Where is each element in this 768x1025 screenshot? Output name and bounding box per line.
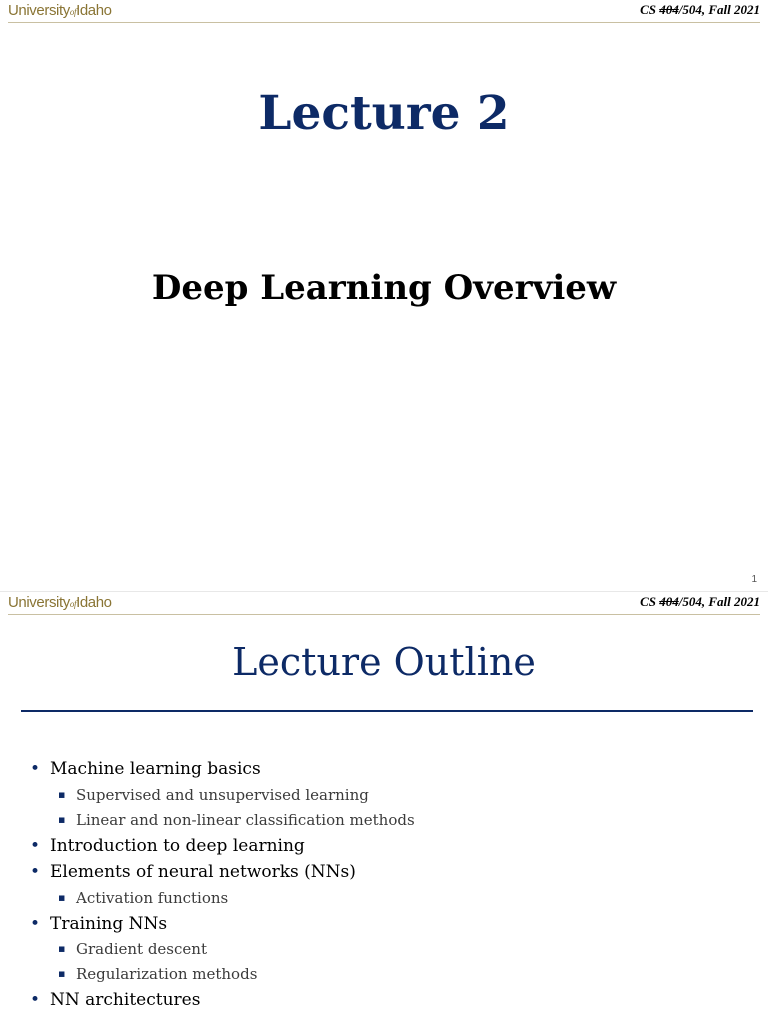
outline-subitem: [30, 938, 415, 963]
slide-header: [0, 592, 768, 618]
university-logo: UniversityofIdaho: [8, 2, 112, 19]
outline-item: [30, 834, 415, 861]
header-rule: [8, 614, 760, 615]
bullet-dot-icon: •: [30, 835, 41, 856]
course-label: CS 404/504, Fall 2021: [640, 2, 760, 17]
outline-text: Activation functions: [76, 888, 229, 907]
outline-text: Machine learning basics: [50, 759, 261, 779]
bullet-dot-icon: •: [30, 990, 41, 1010]
outline-subitem: [30, 963, 415, 988]
slide-subtitle: Deep Learning Overview: [151, 268, 617, 308]
bullet-square-icon: ▪: [58, 787, 66, 801]
outline-text: Elements of neural networks (NNs): [50, 862, 356, 882]
outline-text: Linear and non-linear classification methods: [76, 810, 415, 829]
bullet-square-icon: ▪: [58, 967, 66, 980]
outline-list: [30, 757, 415, 1015]
outline-slide: [0, 592, 768, 1025]
slide-header: [0, 0, 768, 26]
outline-text: Gradient descent: [76, 940, 207, 958]
bullet-dot-icon: •: [30, 759, 41, 779]
outline-item: [30, 912, 415, 939]
bullet-square-icon: ▪: [58, 942, 66, 955]
outline-subitem: [30, 809, 415, 834]
slide-title: Lecture Outline: [232, 640, 536, 684]
outline-text: Training NNs: [50, 913, 168, 934]
course-label: CS 404/504, Fall 2021: [640, 594, 760, 609]
outline-item: [30, 757, 415, 784]
outline-item: [30, 988, 415, 1015]
university-logo: UniversityofIdaho: [8, 594, 112, 611]
outline-text: Introduction to deep learning: [50, 835, 305, 856]
bullet-dot-icon: •: [30, 862, 41, 882]
header-rule: [8, 22, 760, 23]
title-rule: [21, 710, 753, 712]
outline-text: Supervised and unsupervised learning: [76, 785, 369, 804]
outline-item: [30, 860, 415, 887]
bullet-square-icon: ▪: [58, 812, 66, 826]
bullet-dot-icon: •: [30, 913, 41, 934]
outline-subitem: [30, 887, 415, 912]
slide-title: Lecture 2: [258, 86, 510, 141]
outline-text: Regularization methods: [76, 965, 258, 983]
outline-text: NN architectures: [50, 990, 201, 1010]
page-number: 1: [751, 574, 757, 585]
bullet-square-icon: ▪: [58, 890, 66, 904]
outline-subitem: [30, 784, 415, 809]
